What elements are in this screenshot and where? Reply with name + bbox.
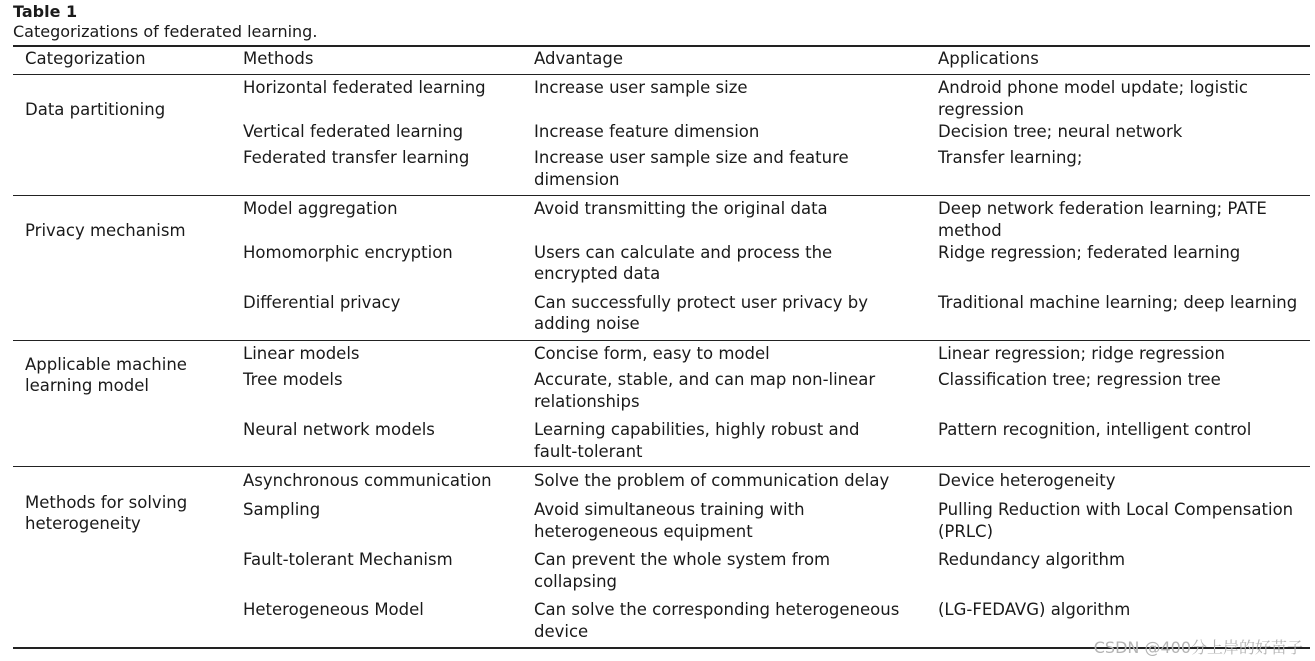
advantage-cell: Increase feature dimension <box>534 122 760 141</box>
application-cell: Deep network federation learning; PATE <box>938 199 1267 218</box>
category-applicable-ml-model: Applicable machine <box>25 355 187 374</box>
advantage-cell: relationships <box>534 392 640 411</box>
application-cell: Decision tree; neural network <box>938 122 1183 141</box>
method-cell: Federated transfer learning <box>243 148 470 167</box>
category-data-partitioning: Data partitioning <box>25 100 166 119</box>
application-cell: Classification tree; regression tree <box>938 370 1221 389</box>
method-cell: Tree models <box>243 370 343 389</box>
application-cell: Android phone model update; logistic <box>938 78 1248 97</box>
category-applicable-ml-model: learning model <box>25 376 149 395</box>
top-rule <box>13 45 1310 47</box>
header-applications: Applications <box>938 49 1039 68</box>
advantage-cell: Avoid simultaneous training with <box>534 500 805 519</box>
method-cell: Sampling <box>243 500 321 519</box>
advantage-cell: heterogeneous equipment <box>534 522 753 541</box>
advantage-cell: Avoid transmitting the original data <box>534 199 828 218</box>
category-solving-heterogeneity: Methods for solving <box>25 493 188 512</box>
method-cell: Heterogeneous Model <box>243 600 424 619</box>
group-rule <box>13 195 1310 196</box>
advantage-cell: adding noise <box>534 314 640 333</box>
header-rule <box>13 74 1310 75</box>
method-cell: Horizontal federated learning <box>243 78 486 97</box>
application-cell: Ridge regression; federated learning <box>938 243 1241 262</box>
advantage-cell: Increase user sample size <box>534 78 748 97</box>
method-cell: Differential privacy <box>243 293 401 312</box>
advantage-cell: encrypted data <box>534 264 661 283</box>
advantage-cell: Can prevent the whole system from <box>534 550 831 569</box>
application-cell: regression <box>938 100 1024 119</box>
advantage-cell: Can solve the corresponding heterogeneous <box>534 600 900 619</box>
advantage-cell: collapsing <box>534 572 618 591</box>
method-cell: Vertical federated learning <box>243 122 464 141</box>
application-cell: Linear regression; ridge regression <box>938 344 1225 363</box>
advantage-cell: Users can calculate and process the <box>534 243 833 262</box>
application-cell: (PRLC) <box>938 522 994 541</box>
method-cell: Model aggregation <box>243 199 398 218</box>
method-cell: Asynchronous communication <box>243 471 492 490</box>
method-cell: Neural network models <box>243 420 435 439</box>
application-cell: Traditional machine learning; deep learning <box>938 293 1298 312</box>
advantage-cell: Concise form, easy to model <box>534 344 770 363</box>
advantage-cell: Increase user sample size and feature <box>534 148 849 167</box>
advantage-cell: dimension <box>534 170 620 189</box>
group-rule <box>13 340 1310 341</box>
advantage-cell: Can successfully protect user privacy by <box>534 293 868 312</box>
advantage-cell: device <box>534 622 589 641</box>
method-cell: Linear models <box>243 344 360 363</box>
application-cell: Transfer learning; <box>938 148 1083 167</box>
table-title: Table 1 <box>13 2 78 21</box>
application-cell: method <box>938 221 1002 240</box>
advantage-cell: Learning capabilities, highly robust and <box>534 420 860 439</box>
application-cell: Pulling Reduction with Local Compensation <box>938 500 1294 519</box>
table-caption: Categorizations of federated learning. <box>13 22 318 41</box>
header-methods: Methods <box>243 49 314 68</box>
group-rule <box>13 466 1310 467</box>
application-cell: Device heterogeneity <box>938 471 1116 490</box>
category-solving-heterogeneity: heterogeneity <box>25 514 141 533</box>
method-cell: Homomorphic encryption <box>243 243 453 262</box>
advantage-cell: Accurate, stable, and can map non-linear <box>534 370 876 389</box>
application-cell: Pattern recognition, intelligent control <box>938 420 1252 439</box>
category-privacy-mechanism: Privacy mechanism <box>25 221 186 240</box>
method-cell: Fault-tolerant Mechanism <box>243 550 453 569</box>
application-cell: (LG-FEDAVG) algorithm <box>938 600 1131 619</box>
advantage-cell: Solve the problem of communication delay <box>534 471 890 490</box>
application-cell: Redundancy algorithm <box>938 550 1126 569</box>
advantage-cell: fault-tolerant <box>534 442 643 461</box>
header-categorization: Categorization <box>25 49 146 68</box>
header-advantage: Advantage <box>534 49 624 68</box>
watermark: CSDN @400分上岸的好苗子 <box>1093 638 1303 657</box>
